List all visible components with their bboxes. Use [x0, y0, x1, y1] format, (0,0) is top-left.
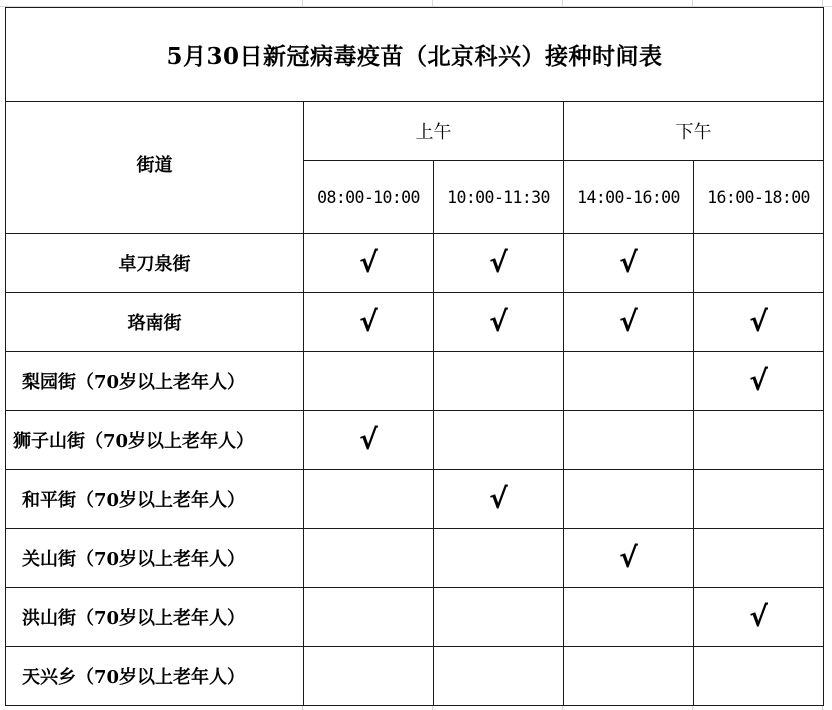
check-mark-icon: √: [489, 482, 508, 515]
check-mark-icon: √: [619, 541, 638, 574]
slot-cell[interactable]: [304, 529, 434, 588]
slot-header[interactable]: 08:00-10:00: [304, 161, 434, 234]
check-mark-icon: √: [619, 305, 638, 338]
table-row: [6, 352, 824, 411]
street-name-cell[interactable]: 天兴乡（70岁以上老年人）: [6, 647, 304, 706]
slot-cell[interactable]: [434, 470, 564, 529]
slot-cell[interactable]: [564, 411, 694, 470]
check-mark-icon: √: [359, 246, 378, 279]
period-header-row: [6, 102, 824, 161]
slot-cell[interactable]: [304, 234, 434, 293]
street-name-cell[interactable]: 洪山街（70岁以上老年人）: [6, 588, 304, 647]
slot-cell[interactable]: [564, 234, 694, 293]
check-mark-icon: √: [749, 600, 768, 633]
check-mark-icon: √: [359, 305, 378, 338]
slot-cell[interactable]: [694, 234, 824, 293]
table-row: [6, 588, 824, 647]
street-name-cell[interactable]: 珞南街: [6, 293, 304, 352]
slot-cell[interactable]: [304, 411, 434, 470]
slot-cell[interactable]: [304, 588, 434, 647]
slot-cell[interactable]: [434, 647, 564, 706]
slot-cell[interactable]: [434, 588, 564, 647]
slot-cell[interactable]: [564, 352, 694, 411]
title-row: [6, 8, 824, 102]
table-row: [6, 470, 824, 529]
slot-header[interactable]: 14:00-16:00: [564, 161, 694, 234]
street-name-cell[interactable]: 梨园街（70岁以上老年人）: [6, 352, 304, 411]
slot-cell[interactable]: [564, 647, 694, 706]
slot-cell[interactable]: [564, 293, 694, 352]
check-mark-icon: √: [489, 305, 508, 338]
slot-cell[interactable]: [564, 470, 694, 529]
street-name-cell[interactable]: 关山街（70岁以上老年人）: [6, 529, 304, 588]
check-mark-icon: √: [359, 423, 378, 456]
slot-cell[interactable]: [564, 588, 694, 647]
schedule-body: [6, 234, 824, 706]
slot-header[interactable]: 16:00-18:00: [694, 161, 824, 234]
period-afternoon-header[interactable]: 下午: [564, 102, 824, 161]
table-row: [6, 647, 824, 706]
check-mark-icon: √: [489, 246, 508, 279]
slot-cell[interactable]: [304, 352, 434, 411]
slot-cell[interactable]: [694, 529, 824, 588]
slot-cell[interactable]: [694, 352, 824, 411]
slot-cell[interactable]: [694, 411, 824, 470]
slot-cell[interactable]: [434, 234, 564, 293]
slot-cell[interactable]: [694, 588, 824, 647]
vaccination-schedule-table: [5, 7, 824, 706]
slot-cell[interactable]: [694, 293, 824, 352]
street-name-cell[interactable]: 狮子山街（70岁以上老年人）: [6, 411, 304, 470]
period-morning-header[interactable]: 上午: [304, 102, 564, 161]
slot-cell[interactable]: [304, 647, 434, 706]
slot-cell[interactable]: [694, 647, 824, 706]
slot-cell[interactable]: [564, 529, 694, 588]
street-name-cell[interactable]: 卓刀泉街: [6, 234, 304, 293]
table-row: [6, 234, 824, 293]
slot-cell[interactable]: [434, 293, 564, 352]
slot-cell[interactable]: [304, 470, 434, 529]
slot-cell[interactable]: [694, 470, 824, 529]
slot-cell[interactable]: [434, 411, 564, 470]
slot-header[interactable]: 10:00-11:30: [434, 161, 564, 234]
slot-cell[interactable]: [434, 529, 564, 588]
slot-cell[interactable]: [304, 293, 434, 352]
street-column-header[interactable]: 街道: [6, 102, 304, 234]
table-row: [6, 529, 824, 588]
table-row: [6, 293, 824, 352]
check-mark-icon: √: [619, 246, 638, 279]
check-mark-icon: √: [749, 305, 768, 338]
slot-cell[interactable]: [434, 352, 564, 411]
check-mark-icon: √: [749, 364, 768, 397]
table-row: [6, 411, 824, 470]
street-name-cell[interactable]: 和平街（70岁以上老年人）: [6, 470, 304, 529]
table-title[interactable]: 5月30日新冠病毒疫苗（北京科兴）接种时间表: [6, 8, 824, 102]
